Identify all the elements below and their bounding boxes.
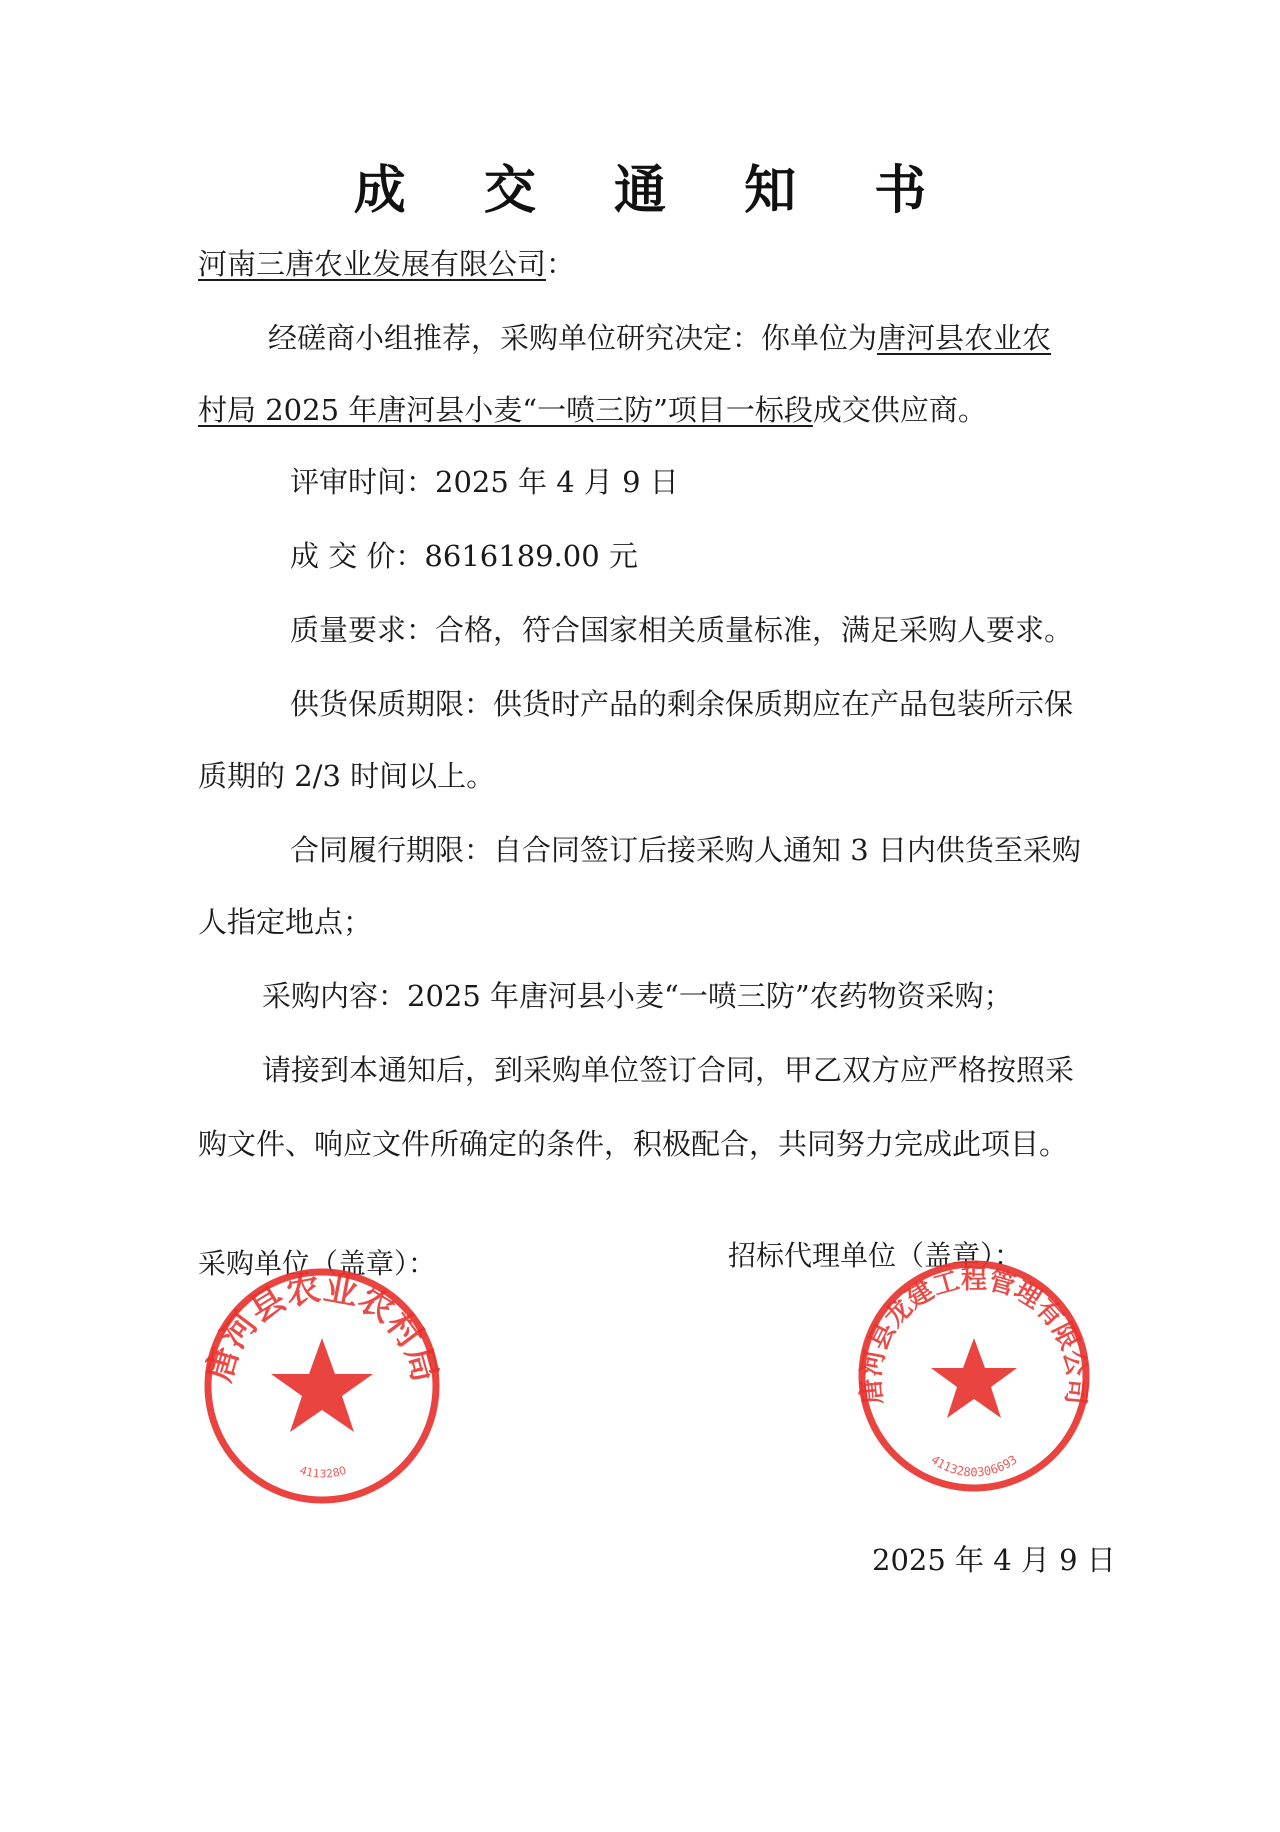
- purchaser-seal: [198, 1262, 446, 1510]
- paragraph-decision-line1: [268, 318, 1168, 358]
- agent-seal-code: 4113280306693: [928, 1452, 1020, 1480]
- decision-lead: 经磋商小组推荐，采购单位研究决定：你单位为: [268, 321, 878, 355]
- deal-price: 成 交 价：8616189.00 元: [290, 539, 638, 573]
- document-title: 成 交 通 知 书: [353, 161, 957, 221]
- contract-term-line1: 合同履行期限：自合同签订后接采购人通知 3 日内供货至采购: [290, 833, 1081, 867]
- notice-line1: 请接到本通知后，到采购单位签订合同，甲乙双方应严格按照采: [262, 1053, 1075, 1087]
- purchaser-seal-text: 唐河县农业农村局: [199, 1268, 445, 1387]
- addressee-colon: ：: [546, 247, 576, 281]
- review-time: 评审时间：2025 年 4 月 9 日: [290, 465, 679, 499]
- shelf-life-line1: 供货保质期限：供货时产品的剩余保质期应在产品包装所示保: [290, 687, 1074, 721]
- quality-requirement: 质量要求：合格，符合国家相关质量标准，满足采购人要求。: [290, 613, 1074, 647]
- agent-seal-star-icon: [931, 1338, 1017, 1418]
- purchaser-signature-label: 采购单位（盖章）：: [198, 1247, 437, 1280]
- decision-tail: 成交供应商。: [812, 393, 987, 427]
- contract-term-line2: 人指定地点；: [198, 905, 373, 939]
- document-date: 2025 年 4 月 9 日: [872, 1543, 1116, 1577]
- agent-signature-label: 招标代理单位（盖章）：: [728, 1239, 1023, 1272]
- agent-seal-text: 唐河县龙建工程管理有限公司: [856, 1265, 1092, 1406]
- project-name-part2: 村局 2025 年唐河县小麦“一喷三防”项目一标段: [198, 393, 813, 427]
- procurement-content: 采购内容：2025 年唐河县小麦“一喷三防”农药物资采购；: [262, 979, 1013, 1013]
- project-name-part1: 唐河县农业农: [877, 321, 1052, 355]
- shelf-life-line2: 质期的 2/3 时间以上。: [198, 759, 496, 793]
- agent-seal: [850, 1252, 1098, 1500]
- paragraph-decision-line2: [198, 390, 1098, 430]
- purchaser-seal-code: 4113280: [298, 1463, 348, 1481]
- notice-line2: 购文件、响应文件所确定的条件，积极配合，共同努力完成此项目。: [198, 1127, 1069, 1161]
- addressee-name: 河南三唐农业发展有限公司: [198, 247, 547, 281]
- purchaser-seal-star-icon: [271, 1338, 373, 1432]
- addressee-line: [198, 244, 1098, 284]
